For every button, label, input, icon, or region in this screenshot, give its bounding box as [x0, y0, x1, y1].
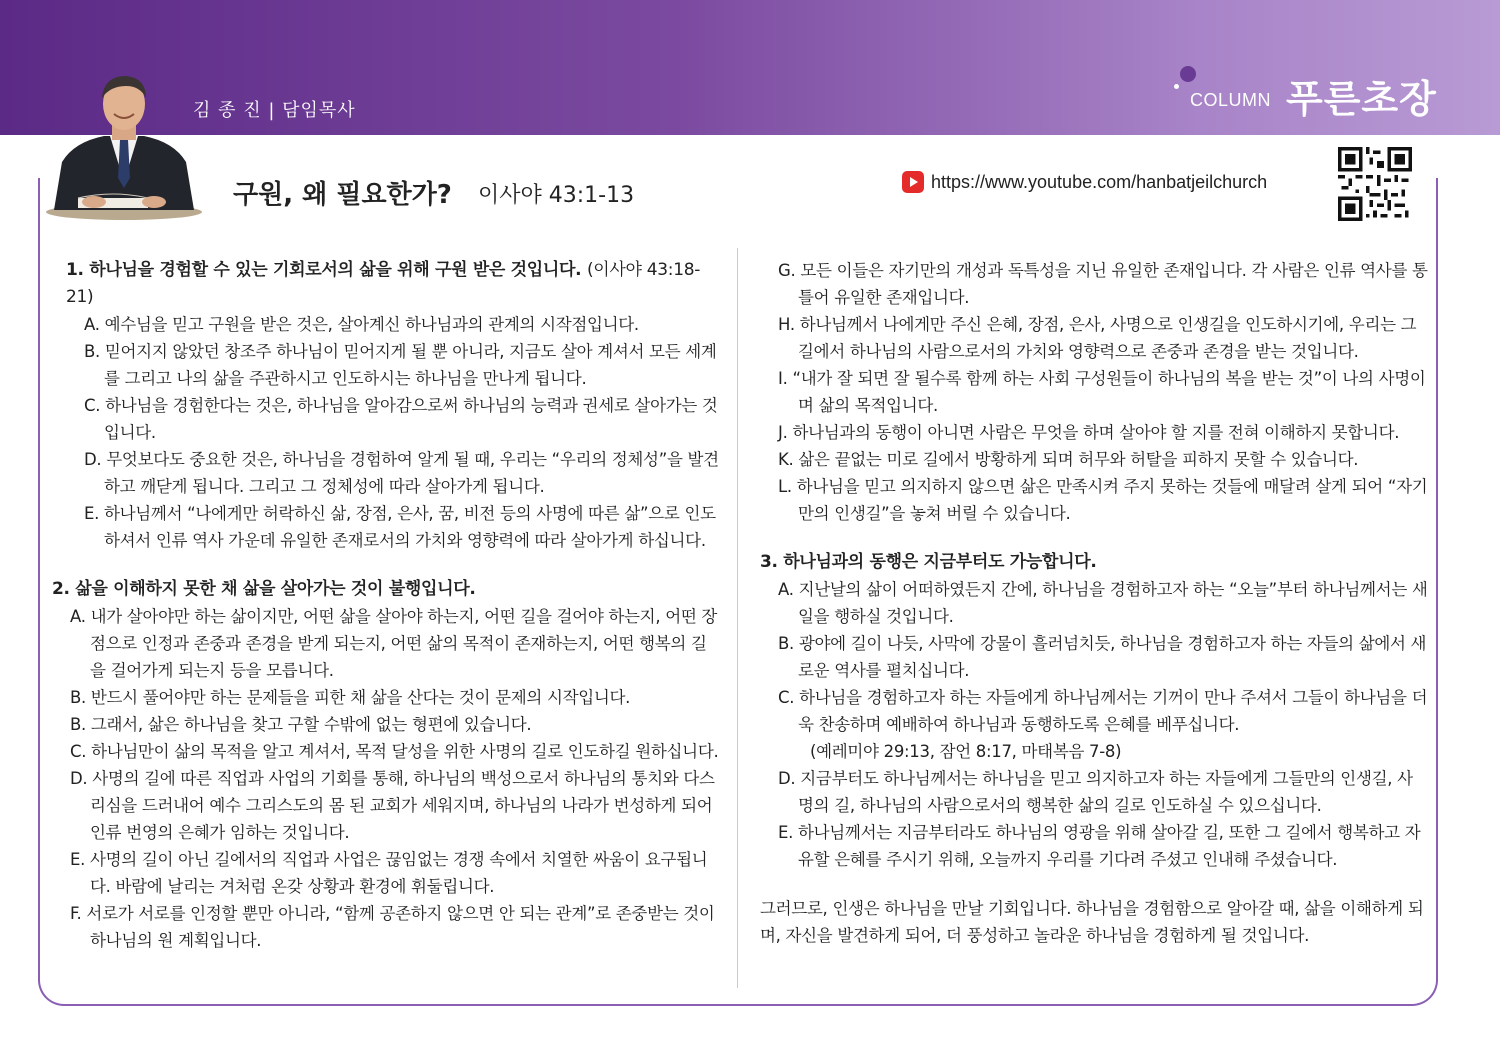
youtube-url[interactable]: https://www.youtube.com/hanbatjeilchurch: [931, 171, 1268, 192]
scripture-citation: (예레미야 29:13, 잠언 8:17, 마태복음 7-8): [810, 742, 1122, 761]
conclusion-paragraph: 그러므로, 인생은 하나님을 만날 기회입니다. 하나님을 경험함으로 알아갈 때, 삶을 이해하게 되며, 자신을 발견하게 되어, 더 풍성하고 놀라운 하나님을 경험하게 될 것입니다.: [760, 899, 1424, 945]
spacer: [52, 554, 722, 576]
list-item: E. 하나님께서는 지금부터라도 하나님의 영광을 위해 살아갈 길, 또한 그 길에서 행복하고 자유할 은혜를 주시기 위해, 오늘까지 우리를 기다려 주셨고 인내해 주셨습니다.: [778, 823, 1421, 869]
list-item: B. 그래서, 삶은 하나님을 찾고 구할 수밖에 없는 형편에 있습니다.: [70, 715, 532, 734]
list-item: A. 내가 살아야만 하는 삶이지만, 어떤 삶을 살아야 하는지, 어떤 길을 걸어야 하는지, 어떤 장점으로 인정과 존중과 존경을 받게 되는지, 어떤 삶의 목적이 존재하는지, 어떤 행복의 길을 걸어가게 되는지 등을 모릅니다.: [70, 607, 718, 680]
column-tag: [1172, 62, 1452, 122]
spacer: [760, 873, 1428, 895]
author-name: 김 종 진 | 담임목사: [193, 100, 356, 121]
section-1-reference: (이사야 43:18-21): [66, 260, 701, 307]
list-item: D. 지금부터도 하나님께서는 하나님을 믿고 의지하고자 하는 자들에게 그들만의 인생길, 사명의 길, 하나님의 사람으로서의 행복한 삶의 길로 인도하실 수 있으십니다.: [778, 769, 1413, 815]
right-column: [760, 257, 1428, 949]
column-title: 푸른초장: [1286, 77, 1437, 121]
list-item: B. 반드시 풀어야만 하는 문제들을 피한 채 삶을 산다는 것이 문제의 시작입니다.: [70, 688, 631, 707]
section-1-heading: [52, 257, 722, 311]
column-label: COLUMN: [1190, 90, 1272, 110]
list-item: A. 예수님을 믿고 구원을 받은 것은, 살아계신 하나님과의 관계의 시작점입니다.: [84, 315, 639, 334]
list-item: B. 광야에 길이 나듯, 사막에 강물이 흘러넘치듯, 하나님을 경험하고자 하는 자들의 삶에서 새로운 역사를 펼치십니다.: [778, 634, 1427, 680]
decorative-dot-small: [1174, 84, 1179, 89]
list-item: G. 모든 이들은 자기만의 개성과 독특성을 지닌 유일한 존재입니다. 각 사람은 인류 역사를 통틀어 유일한 존재입니다.: [778, 261, 1428, 307]
list-item: E. 하나님께서 “나에게만 허락하신 삶, 장점, 은사, 꿈, 비전 등의 사명에 따른 삶”으로 인도하셔서 인류 역사 가운데 유일한 존재로서의 가치와 영향력에 따라 살아가게 하십니다.: [84, 504, 716, 550]
list-item: A. 지난날의 삶이 어떠하였든지 간에, 하나님을 경험하고자 하는 “오늘”부터 하나님께서는 새 일을 행하실 것입니다.: [778, 580, 1428, 626]
column-divider: [737, 248, 738, 988]
list-item: J. 하나님과의 동행이 아니면 사람은 무엇을 하며 살아야 할 지를 전혀 이해하지 못합니다.: [778, 423, 1400, 442]
list-item: D. 사명의 길에 따른 직업과 사업의 기회를 통해, 하나님의 백성으로서 하나님의 통치와 다스리심을 드러내어 예수 그리스도의 몸 된 교회가 세워지며, 하나님의 나라가 번성하게 되어 인류 번영의 은혜가 임하는 것입니다.: [70, 769, 715, 842]
list-item: K. 삶은 끝없는 미로 길에서 방황하게 되며 허무와 허탈을 피하지 못할 수 있습니다.: [778, 450, 1359, 469]
list-item: C. 하나님만이 삶의 목적을 알고 계셔서, 목적 달성을 위한 사명의 길로 인도하길 원하십니다.: [70, 742, 719, 761]
list-item: B. 믿어지지 않았던 창조주 하나님이 믿어지게 될 뿐 아니라, 지금도 살아 계셔서 모든 세계를 그리고 나의 삶을 주관하시고 인도하시는 하나님을 만나게 됩니다.: [84, 342, 717, 388]
list-item: I. “내가 잘 되면 잘 될수록 함께 하는 사회 구성원들이 하나님의 복을 받는 것”이 나의 사명이며 삶의 목적입니다.: [778, 369, 1426, 415]
left-column: [52, 257, 722, 954]
list-item: C. 하나님을 경험한다는 것은, 하나님을 알아감으로써 하나님의 능력과 권세로 살아가는 것입니다.: [84, 396, 718, 442]
list-item: H. 하나님께서 나에게만 주신 은혜, 장점, 은사, 사명으로 인생길을 인도하시기에, 우리는 그 길에서 하나님의 사람으로서의 가치와 영향력으로 존중과 존경을 받는 것입니다.: [778, 315, 1417, 361]
scripture-reference: 이사야 43:1-13: [478, 183, 635, 208]
sermon-title: 구원, 왜 필요한가?: [233, 180, 452, 210]
decorative-dot: [1180, 66, 1196, 82]
section-2-title: 2. 삶을 이해하지 못한 채 삶을 살아가는 것이 불행입니다.: [52, 579, 476, 599]
list-item: E. 사명의 길이 아닌 길에서의 직업과 사업은 끊임없는 경쟁 속에서 치열한 싸움이 요구됩니다. 바람에 날리는 겨처럼 온갖 상황과 환경에 휘둘립니다.: [70, 850, 708, 896]
section-1-title: 1. 하나님을 경험할 수 있는 기회로서의 삶을 위해 구원 받은 것입니다.: [66, 260, 582, 280]
list-item: L. 하나님을 믿고 의지하지 않으면 삶은 만족시켜 주지 못하는 것들에 매달려 살게 되어 “자기만의 인생길”을 놓쳐 버릴 수 있습니다.: [778, 477, 1428, 523]
spacer: [760, 527, 1428, 549]
list-item: F. 서로가 서로를 인정할 뿐만 아니라, “함께 공존하지 않으면 안 되는 관계”로 존중받는 것이 하나님의 원 계획입니다.: [70, 904, 715, 950]
list-item: C. 하나님을 경험하고자 하는 자들에게 하나님께서는 기꺼이 만나 주셔서 그들이 하나님을 더욱 찬송하며 예배하여 하나님과 동행하도록 은혜를 베푸십니다.: [778, 688, 1428, 734]
list-item: D. 무엇보다도 중요한 것은, 하나님을 경험하여 알게 될 때, 우리는 “우리의 정체성”을 발견하고 깨닫게 됩니다. 그리고 그 정체성에 따라 살아가게 됩니다.: [84, 450, 719, 496]
section-3-title: 3. 하나님과의 동행은 지금부터도 가능합니다.: [760, 552, 1097, 572]
